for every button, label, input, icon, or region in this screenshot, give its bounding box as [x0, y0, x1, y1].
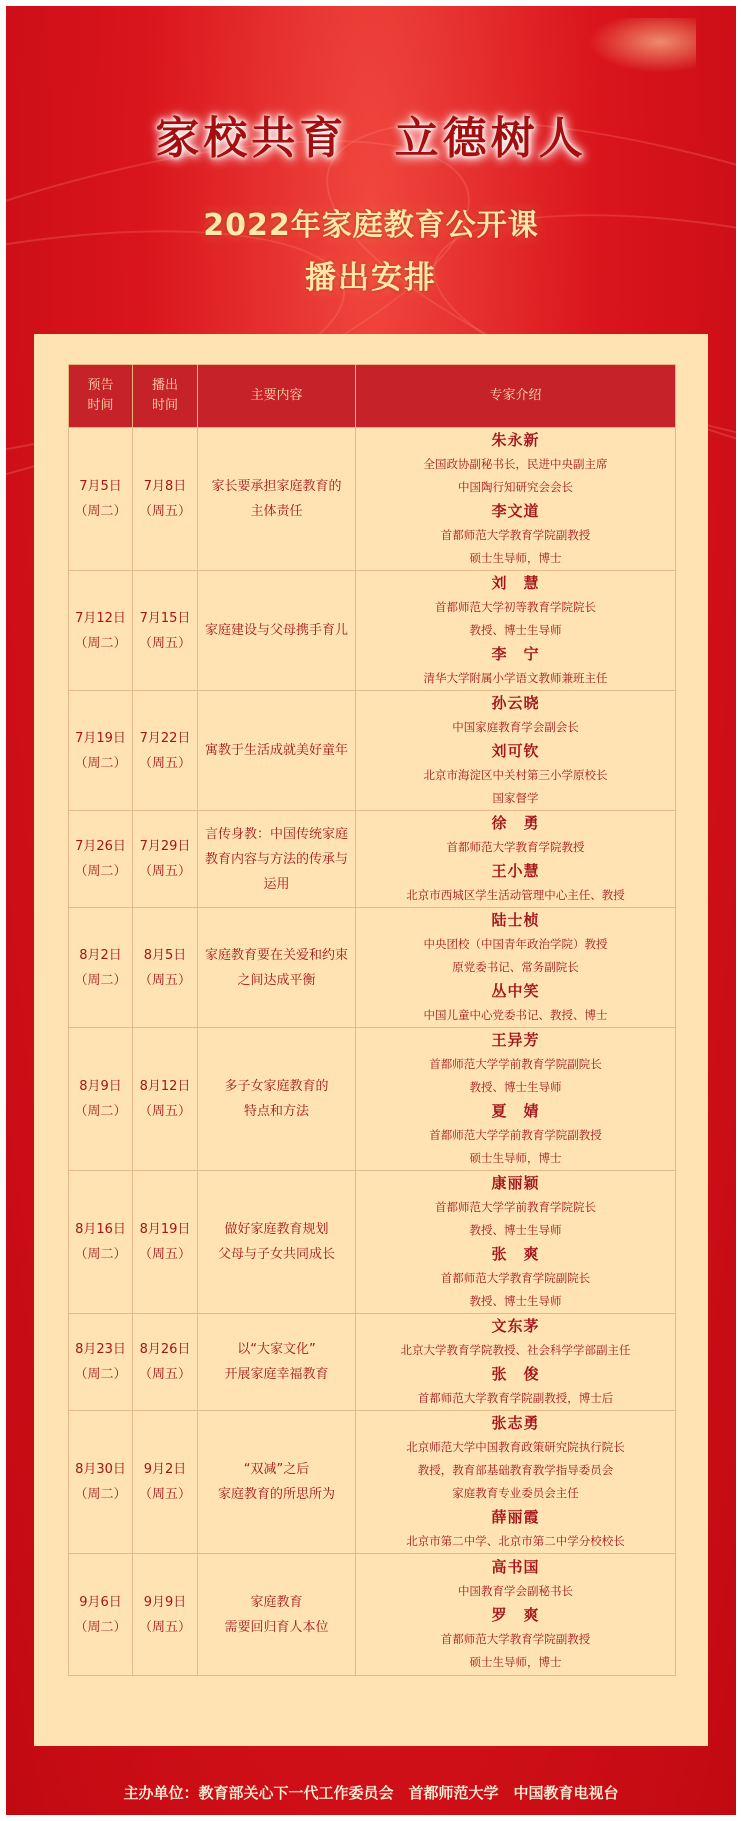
content-cell — [198, 428, 356, 571]
preview-time-cell-line: 8月16日 — [75, 1222, 126, 1237]
expert-description: 中国教育学会副秘书长 — [458, 1584, 573, 1598]
expert-description: 教授、博士生导师 — [469, 1080, 562, 1094]
expert-description: 首都师范大学教育学院副院长 — [440, 1271, 591, 1285]
expert-name: 高书国 — [491, 1558, 540, 1576]
broadcast-time-cell-line: 8月26日 — [139, 1342, 191, 1357]
content-cell-line: 开展家庭幸福教育 — [224, 1367, 329, 1382]
broadcast-time-cell-line: （周五） — [138, 1619, 191, 1635]
expert-description: 原党委书记、常务副院长 — [452, 960, 579, 974]
broadcast-time-cell-line: 8月12日 — [139, 1079, 191, 1094]
expert-description: 硕士生导师，博士 — [469, 551, 562, 565]
content-cell — [198, 1314, 356, 1411]
content-cell-line: 家庭教育要在关爱和约束 — [204, 947, 348, 963]
content-cell-line: 家庭教育 — [250, 1594, 303, 1610]
preview-time-cell-line: 9月6日 — [79, 1594, 122, 1610]
expert-description: 首都师范大学学前教育学院院长 — [435, 1200, 596, 1214]
expert-description: 首都师范大学初等教育学院院长 — [435, 600, 596, 614]
broadcast-time-cell-line: 7月15日 — [139, 610, 191, 626]
table-row — [69, 571, 676, 691]
preview-time-cell-line: 8月30日 — [75, 1462, 126, 1477]
broadcast-time-cell — [133, 811, 198, 908]
header-preview-line1: 预告 — [87, 378, 114, 393]
broadcast-time-cell-line: 7月22日 — [139, 730, 191, 746]
preview-time-cell-line: （周二） — [74, 864, 127, 879]
broadcast-time-cell-line: （周五） — [138, 1247, 191, 1262]
preview-time-cell — [69, 1171, 133, 1314]
expert-name: 文东茅 — [491, 1317, 540, 1335]
content-cell-line: 教育内容与方法的传承与 — [204, 851, 348, 867]
expert-description: 北京市西城区学生活动管理中心主任、教授 — [406, 888, 625, 902]
expert-description: 首都师范大学教育学院副教授 — [440, 1632, 591, 1646]
experts-cell — [356, 1028, 676, 1171]
content-cell — [198, 908, 356, 1028]
content-cell-line: 言传身教：中国传统家庭 — [204, 826, 348, 842]
table-row — [69, 811, 676, 908]
preview-time-cell-line: 7月19日 — [75, 730, 126, 746]
preview-time-cell-line: （周二） — [74, 1247, 127, 1262]
schedule-table — [68, 364, 676, 1676]
broadcast-time-cell — [133, 1554, 198, 1676]
experts-cell — [356, 811, 676, 908]
content-cell — [198, 811, 356, 908]
expert-name: 王异芳 — [491, 1031, 540, 1049]
experts-cell — [356, 1411, 676, 1554]
header-preview-line2: 时间 — [87, 398, 114, 413]
expert-description: 首都师范大学学前教育学院副教授 — [429, 1128, 602, 1142]
broadcast-time-cell-line: 8月19日 — [139, 1222, 191, 1237]
preview-time-cell-line: （周二） — [74, 1487, 127, 1502]
preview-time-cell — [69, 428, 133, 571]
content-cell-line: 运用 — [263, 876, 290, 892]
preview-time-cell — [69, 811, 133, 908]
content-cell — [198, 1171, 356, 1314]
table-row — [69, 908, 676, 1028]
content-cell-line: 以“大家文化” — [237, 1342, 316, 1357]
expert-name: 李文道 — [491, 502, 540, 520]
content-cell — [198, 1554, 356, 1676]
experts-cell — [356, 1314, 676, 1411]
expert-name: 张 爽 — [491, 1245, 540, 1263]
title-line-2: 播出安排 — [305, 260, 437, 296]
content-cell-line: 做好家庭教育规划 — [224, 1222, 329, 1237]
preview-time-cell-line: （周二） — [74, 1619, 127, 1635]
expert-name: 康丽颖 — [491, 1174, 540, 1192]
preview-time-cell-line: （周二） — [74, 1104, 127, 1119]
experts-cell — [356, 1554, 676, 1676]
preview-time-cell — [69, 1028, 133, 1171]
table-row — [69, 1171, 676, 1314]
header-preview-time — [69, 365, 133, 428]
expert-description: 硕士生导师，博士 — [469, 1151, 562, 1165]
schedule-panel — [34, 334, 708, 1746]
broadcast-time-cell-line: （周五） — [138, 635, 191, 651]
expert-description: 首都师范大学教育学院副教授，博士后 — [417, 1391, 614, 1405]
preview-time-cell — [69, 1314, 133, 1411]
expert-description: 北京大学教育学院教授、社会科学学部副主任 — [400, 1343, 631, 1357]
broadcast-time-cell — [133, 571, 198, 691]
expert-description: 国家督学 — [492, 791, 539, 805]
broadcast-time-cell — [133, 1411, 198, 1554]
poster-background — [6, 6, 736, 1815]
table-row — [69, 1314, 676, 1411]
expert-description: 中国陶行知研究会会长 — [458, 480, 573, 494]
expert-description: 清华大学附属小学语文教师兼班主任 — [423, 671, 608, 685]
expert-description: 全国政协副秘书长，民进中央副主席 — [423, 457, 608, 471]
expert-description: 教授，教育部基础教育教学指导委员会 — [417, 1463, 614, 1477]
title-line-1: 2022年家庭教育公开课 — [203, 208, 539, 243]
broadcast-time-cell-line: （周五） — [138, 755, 191, 771]
content-cell — [198, 1028, 356, 1171]
experts-cell — [356, 1171, 676, 1314]
table-row — [69, 1411, 676, 1554]
expert-name: 张志勇 — [491, 1414, 540, 1432]
header-experts: 专家介绍 — [356, 365, 676, 428]
expert-description: 教授、博士生导师 — [469, 1223, 562, 1237]
expert-description: 中国儿童中心党委书记、教授、博士 — [423, 1008, 608, 1022]
broadcast-time-cell — [133, 1314, 198, 1411]
preview-time-cell-line: （周二） — [74, 1367, 127, 1382]
expert-description: 教授、博士生导师 — [469, 1294, 562, 1308]
broadcast-time-cell — [133, 1028, 198, 1171]
expert-description: 首都师范大学学前教育学院副院长 — [429, 1057, 602, 1071]
content-cell — [198, 571, 356, 691]
schedule-body — [69, 428, 676, 1676]
preview-time-cell-line: 7月12日 — [75, 610, 126, 626]
expert-description: 北京市第二中学、北京市第二中学分校校长 — [406, 1534, 625, 1548]
experts-cell — [356, 428, 676, 571]
expert-name: 张 俊 — [491, 1365, 540, 1383]
table-row — [69, 1554, 676, 1676]
preview-time-cell-line: （周二） — [74, 635, 127, 651]
content-cell-line: 之间达成平衡 — [237, 972, 316, 988]
broadcast-time-cell-line: （周五） — [138, 864, 191, 879]
content-cell-line: “双减”之后 — [243, 1462, 310, 1477]
preview-time-cell — [69, 1411, 133, 1554]
broadcast-time-cell — [133, 1171, 198, 1314]
expert-description: 中央团校（中国青年政治学院）教授 — [423, 937, 608, 951]
organizer-footer: 主办单位：教育部关心下一代工作委员会 首都师范大学 中国教育电视台 — [123, 1784, 619, 1802]
content-cell-line: 特点和方法 — [243, 1104, 309, 1119]
expert-description: 家庭教育专业委员会主任 — [452, 1486, 579, 1500]
light-sparkle — [576, 18, 696, 78]
header-content: 主要内容 — [198, 365, 356, 428]
content-cell — [198, 1411, 356, 1554]
broadcast-time-cell-line: （周五） — [138, 1487, 191, 1502]
table-row — [69, 428, 676, 571]
header-broadcast-line2: 时间 — [151, 398, 178, 413]
header-broadcast-time — [133, 365, 198, 428]
table-row — [69, 1028, 676, 1171]
preview-time-cell-line: 7月26日 — [75, 839, 126, 854]
expert-name: 李 宁 — [491, 645, 540, 663]
expert-name: 孙云晓 — [491, 694, 540, 712]
expert-name: 薛丽霞 — [491, 1508, 540, 1526]
preview-time-cell — [69, 571, 133, 691]
expert-name: 刘可钦 — [491, 742, 540, 760]
header-broadcast-line1: 播出 — [151, 378, 178, 393]
expert-description: 首都师范大学教育学院教授 — [446, 840, 585, 854]
preview-time-cell — [69, 691, 133, 811]
broadcast-time-cell — [133, 691, 198, 811]
expert-name: 陆士桢 — [491, 911, 540, 929]
content-cell-line: 家庭教育的所思所为 — [217, 1487, 335, 1502]
table-row — [69, 691, 676, 811]
preview-time-cell-line: 7月5日 — [79, 479, 122, 494]
preview-time-cell — [69, 908, 133, 1028]
content-cell-line: 家长要承担家庭教育的 — [211, 479, 342, 494]
expert-description: 北京师范大学中国教育政策研究院执行院长 — [406, 1440, 625, 1454]
expert-name: 朱永新 — [491, 431, 540, 449]
expert-name: 夏 婧 — [491, 1102, 540, 1120]
preview-time-cell-line: 8月23日 — [75, 1342, 126, 1357]
expert-description: 中国家庭教育学会副会长 — [452, 720, 579, 734]
broadcast-time-cell-line: （周五） — [138, 1367, 191, 1382]
expert-name: 丛中笑 — [491, 982, 540, 1000]
broadcast-time-cell — [133, 908, 198, 1028]
broadcast-time-cell-line: 7月29日 — [139, 839, 191, 854]
content-cell — [198, 691, 356, 811]
experts-cell — [356, 908, 676, 1028]
content-cell-line: 家庭建设与父母携手育儿 — [204, 623, 348, 638]
broadcast-time-cell — [133, 428, 198, 571]
expert-name: 徐 勇 — [491, 814, 540, 832]
broadcast-time-cell-line: 9月2日 — [143, 1462, 187, 1477]
slogan-heading: 家校共育 立德树人 — [155, 113, 587, 164]
experts-cell — [356, 691, 676, 811]
expert-name: 刘 慧 — [491, 574, 540, 592]
broadcast-time-cell-line: （周五） — [138, 504, 191, 519]
broadcast-time-cell-line: （周五） — [138, 1104, 191, 1119]
broadcast-time-cell-line: 9月9日 — [143, 1594, 187, 1610]
preview-time-cell-line: 8月2日 — [79, 947, 122, 963]
content-cell-line: 多子女家庭教育的 — [224, 1079, 329, 1094]
expert-name: 罗 爽 — [491, 1606, 540, 1624]
content-cell-line: 父母与子女共同成长 — [217, 1247, 335, 1262]
preview-time-cell-line: （周二） — [74, 755, 127, 771]
preview-time-cell-line: （周二） — [74, 972, 127, 988]
expert-name: 王小慧 — [491, 862, 540, 880]
expert-description: 硕士生导师，博士 — [469, 1655, 562, 1669]
broadcast-time-cell-line: 8月5日 — [143, 947, 187, 963]
preview-time-cell — [69, 1554, 133, 1676]
table-header-row — [69, 365, 676, 428]
content-cell-line: 寓教于生活成就美好童年 — [204, 743, 348, 758]
experts-cell — [356, 571, 676, 691]
preview-time-cell-line: 8月9日 — [79, 1079, 122, 1094]
content-cell-line: 主体责任 — [250, 504, 303, 519]
expert-description: 首都师范大学教育学院副教授 — [440, 528, 591, 542]
content-cell-line: 需要回归育人本位 — [224, 1619, 329, 1635]
broadcast-time-cell-line: 7月8日 — [143, 479, 187, 494]
expert-description: 北京市海淀区中关村第三小学原校长 — [423, 768, 608, 782]
broadcast-time-cell-line: （周五） — [138, 972, 191, 988]
preview-time-cell-line: （周二） — [74, 504, 127, 519]
expert-description: 教授、博士生导师 — [469, 623, 562, 637]
